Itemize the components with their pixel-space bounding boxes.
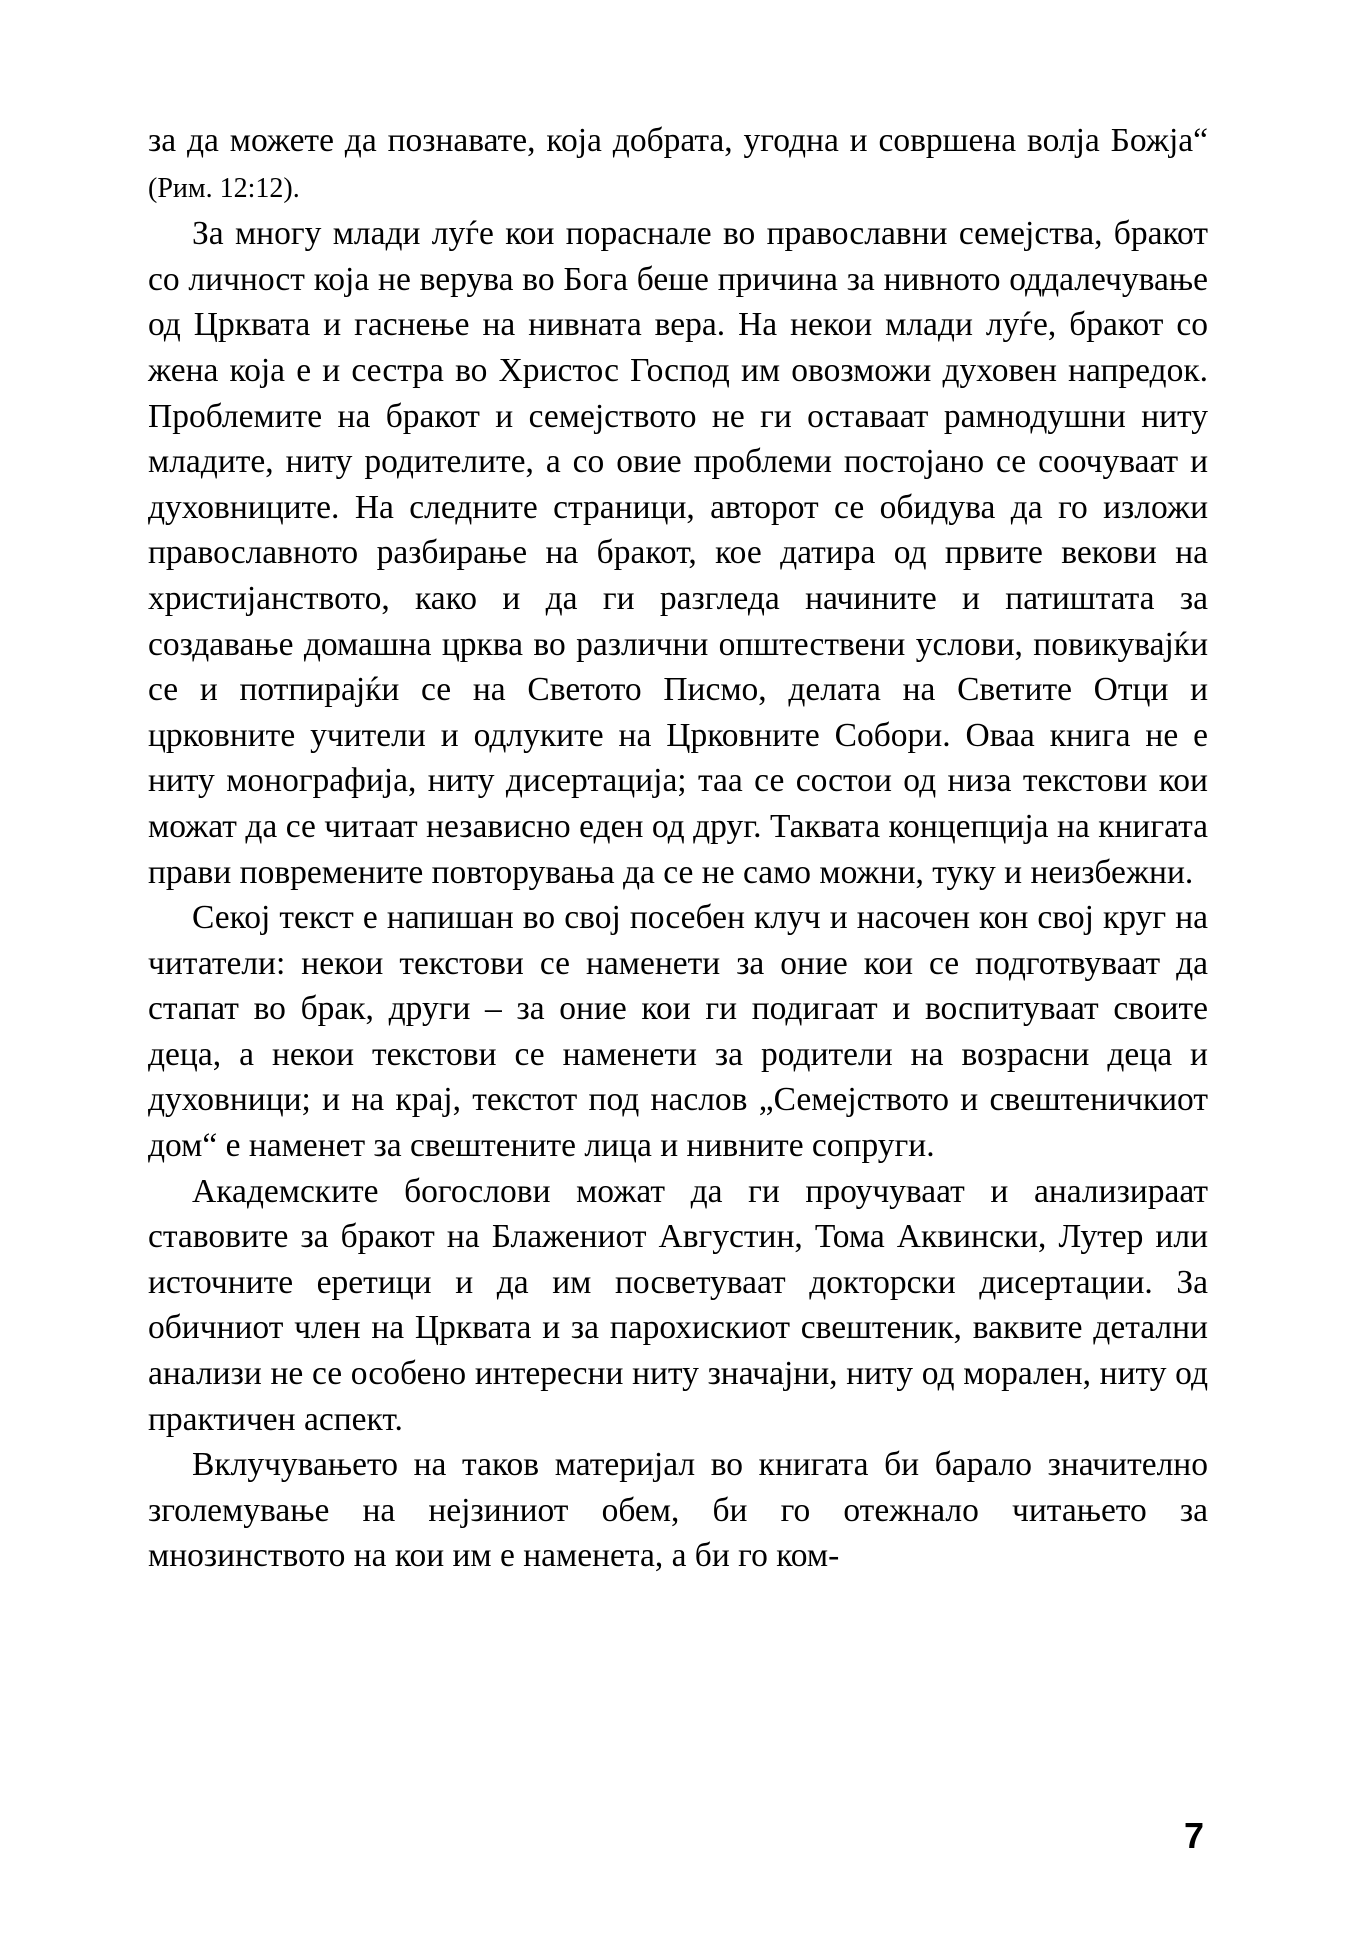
paragraph-each-text-written: Секој текст е напишан во свој посебен клуч и насочен кон свој круг на читатели: некои текстови се наменети за оние кои се подготвуваат да стапат во брак, други – за оние кои ги подигаат и воспитуваат своите деца, а некои текстови се наменети за родители на возрасни деца и духовници; и на крај, текстот под наслов „Семејството и свештеничкиот дом“ е наменет за свештените лица и нивните сопруги. — [148, 899, 1208, 1165]
page-text-block — [148, 118, 1208, 1579]
paragraph-academic-theologians: Академските богослови можат да ги проучуваат и анализираат ставовите за бракот на Блажениот Августин, Тома Аквински, Лутер или источните еретици и да им посветуваат докторски дисертации. За обичниот член на Црквата и за парохискиот свештеник, ваквите детални анализи не се особено интересни ниту значајни, ниту од морален, ниту од практичен аспект. — [148, 1172, 1208, 1438]
page-number: 7 — [1183, 1815, 1204, 1856]
paragraph-text: за да можете да познавате, која добрата, угодна и совршена волја Божја“ — [148, 122, 1208, 159]
paragraph-scripture-quote — [148, 118, 1208, 211]
paragraph-including-material: Вклучувањето на таков материјал во книгата би барало значително зголемување на нејзиниот обем, би го отежнало читањето за мнозинството на кои им е наменета, а би го ком- — [148, 1446, 1208, 1575]
paragraph-orthodox-families: За многу млади луѓе кои пораснале во православни семејства, бракот со личност која не верува во Бога беше причина за нивното оддалечување од Црквата и гаснење на нивната вера. На некои млади луѓе, бракот со жена која е и сестра во Христос Господ им овозможи духовен напредок. Проблемите на бракот и семејството не ги оставаат рамнодушни ниту младите, ниту родителите, а со овие проблеми постојано се соочуваат и духовниците. На следните страници, авторот се обидува да го изложи православното разбирање на бракот, кое датира од првите векови на христијанството, како и да ги разгледа начините и патиштата за создавање домашна црква во различни општествени услови, повикувајќи се и потпирајќи се на Светото Писмо, делата на Светите Отци и црковните учители и одлуките на Црковните Собори. Оваа книга не е ниту монографија, ниту дисертација; таа се состои од низа текстови кои можат да се читаат независно еден од друг. Таквата концепција на книгата прави повремените повторувања да се не само можни, туку и неизбежни. — [148, 215, 1208, 891]
scripture-reference: (Рим. 12:12). — [148, 172, 300, 204]
